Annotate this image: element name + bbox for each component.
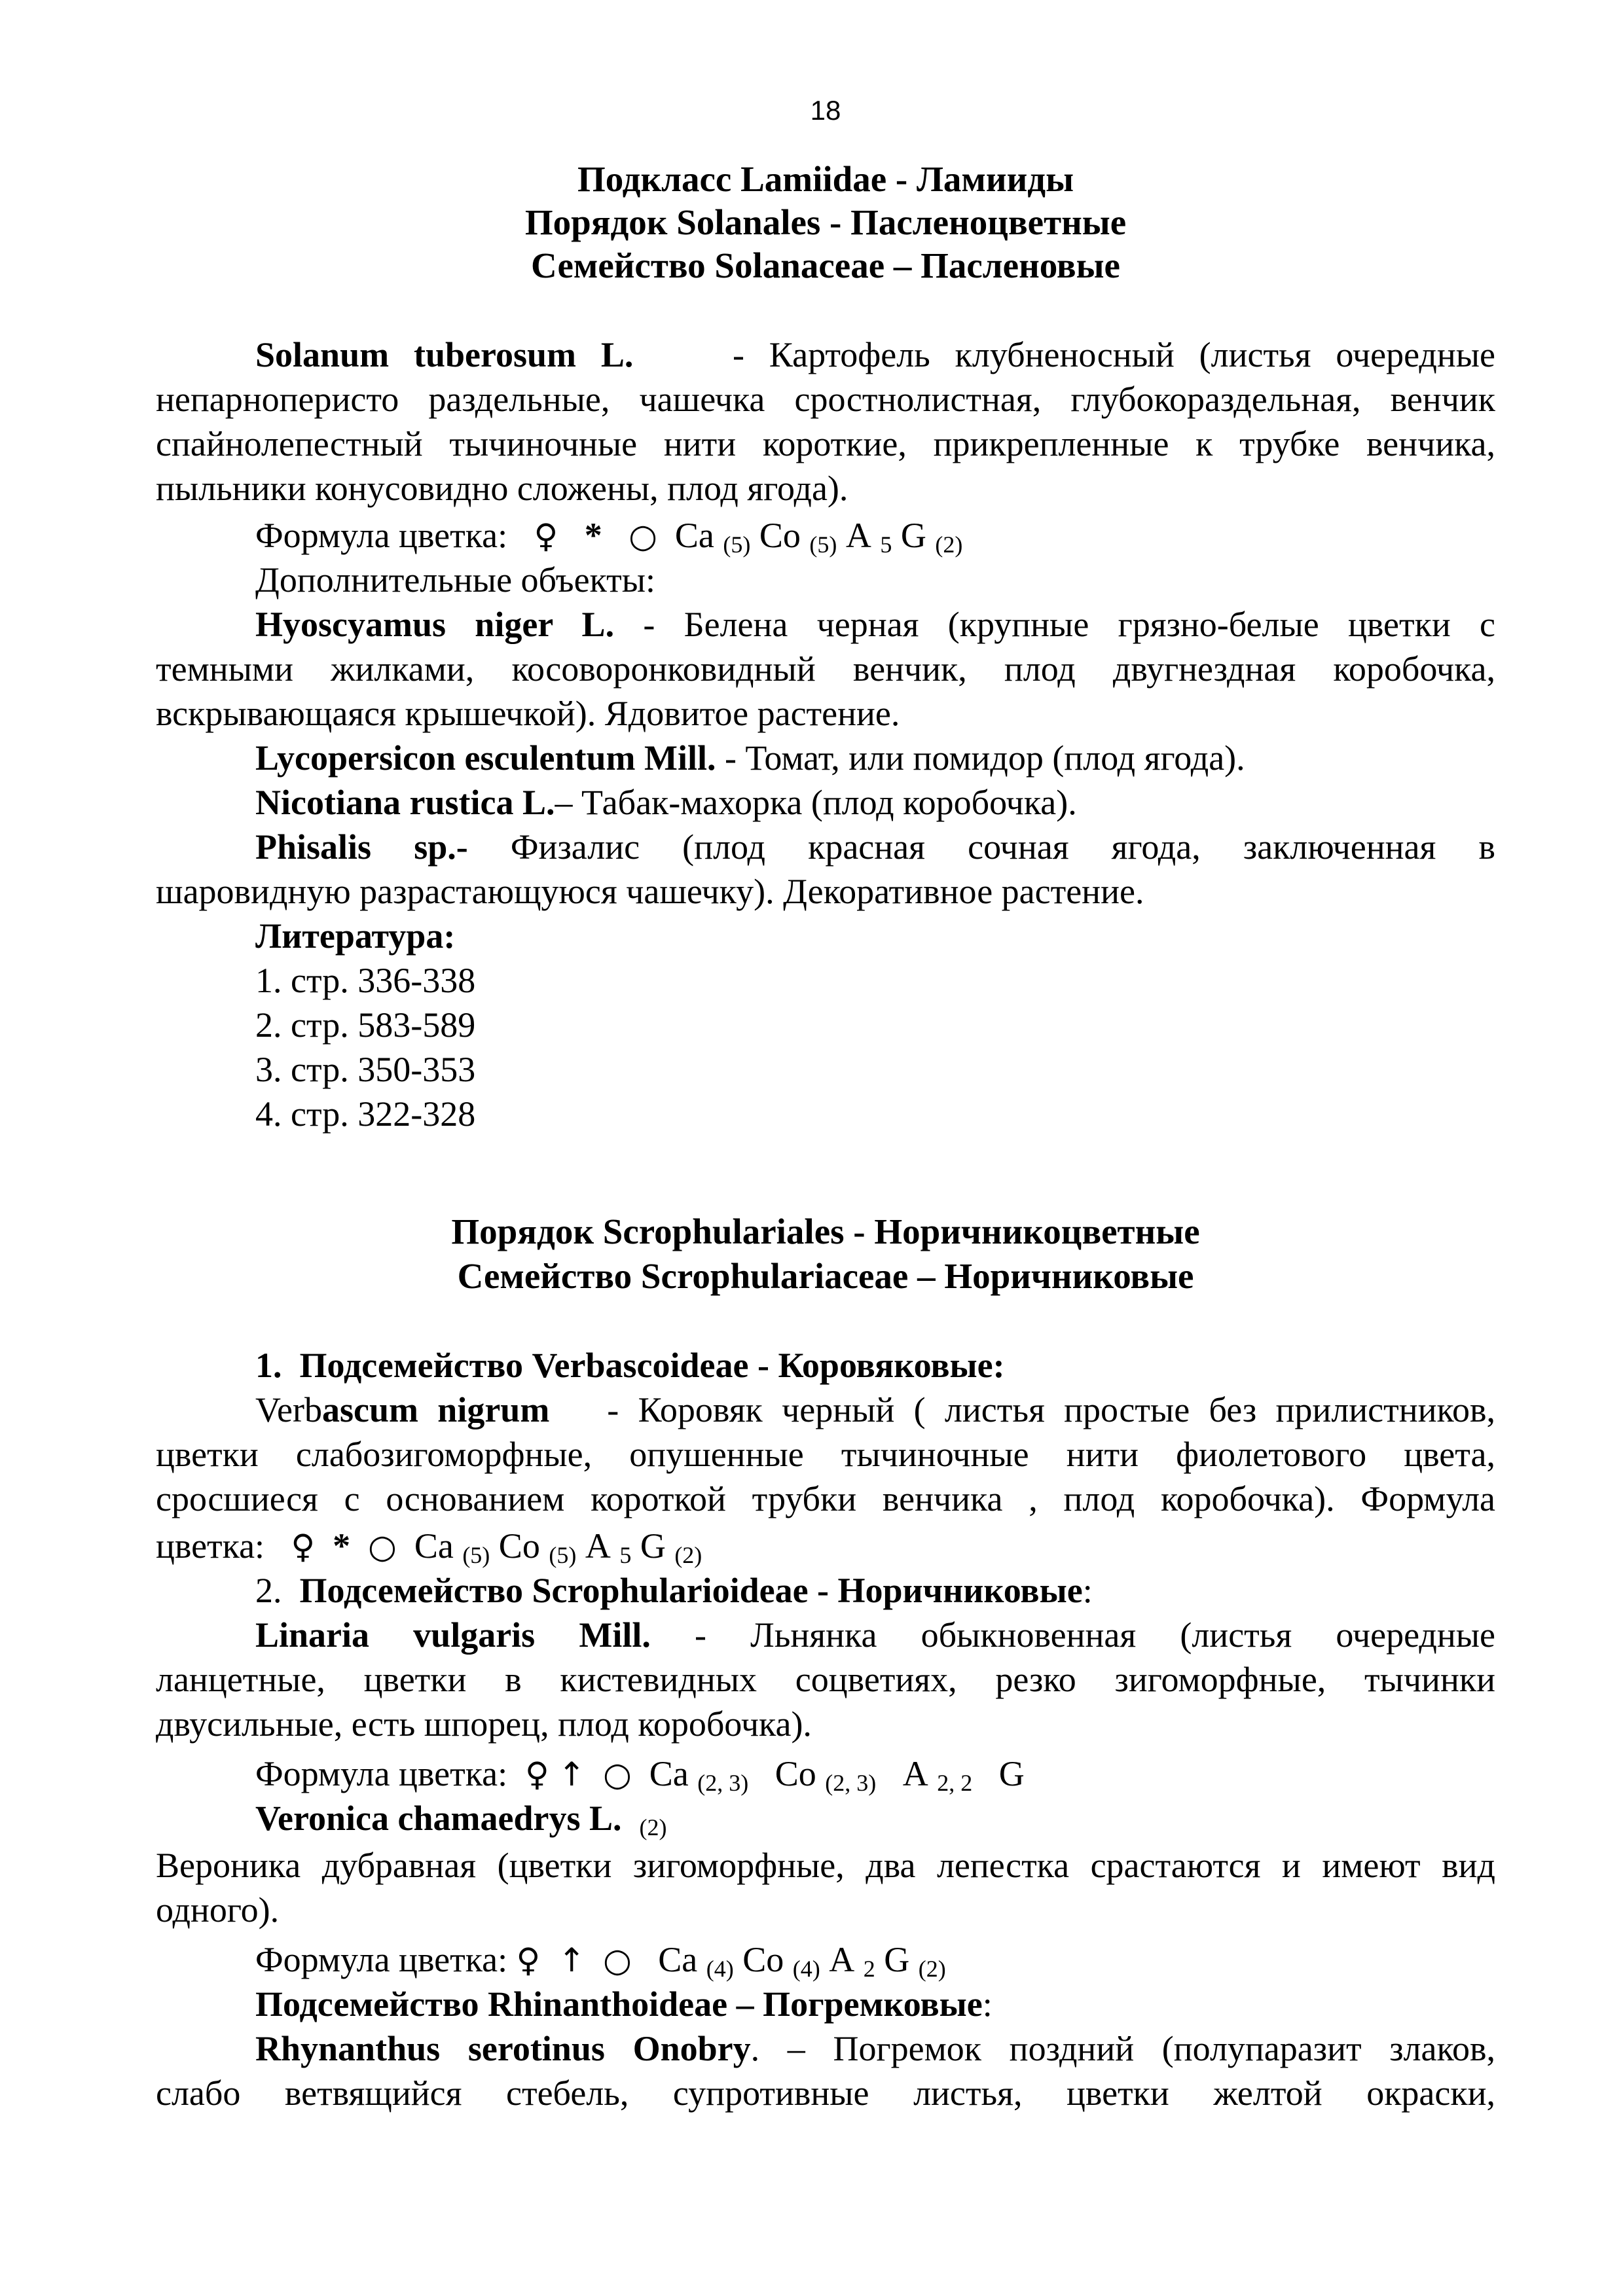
subfamily-1-number: 1. bbox=[255, 1346, 282, 1385]
document-page bbox=[156, 0, 1495, 2296]
linaria-name: Linaria vulgaris Mill. bbox=[255, 1615, 651, 1655]
formula-g-sub: (2) bbox=[674, 1542, 702, 1568]
formula-ca: Ca bbox=[658, 1940, 698, 1979]
actinomorphic-star-icon: * bbox=[584, 516, 602, 555]
formula-ca-sub: (2, 3) bbox=[697, 1770, 749, 1796]
actinomorphic-star-icon: * bbox=[333, 1526, 351, 1566]
zygomorphic-arrow-icon: ↑ bbox=[558, 1755, 586, 1793]
formula-g: G bbox=[900, 516, 926, 555]
formula-co-sub: (4) bbox=[792, 1956, 820, 1982]
subfamily-2-number: 2. bbox=[255, 1571, 282, 1610]
formula-a: A bbox=[829, 1940, 855, 1979]
formula-co: Co bbox=[498, 1526, 540, 1566]
formula-co: Co bbox=[775, 1754, 816, 1793]
solanum-name: Solanum tuberosum L. bbox=[255, 335, 634, 374]
circle-symbol-icon: ○ bbox=[603, 1755, 632, 1793]
subfamily-3-colon: : bbox=[982, 1984, 993, 2024]
phisalis-line-1 bbox=[255, 825, 1495, 869]
formula-label: Формула цветка: bbox=[255, 1754, 508, 1793]
literature-item-3: 3. стр. 350-353 bbox=[255, 1050, 476, 1089]
formula-ca-sub: (5) bbox=[723, 531, 751, 558]
subfamily-verbascoideae bbox=[255, 1343, 1005, 1388]
hyoscyamus-text-1: - Белена черная (крупные грязно-белые цветки с bbox=[643, 605, 1495, 644]
formula-label: Формула цветка: bbox=[255, 1940, 508, 1979]
verbascum-text-1: - Коровяк черный ( листья простые без прилистников, bbox=[607, 1390, 1495, 1429]
formula-a-sub: 2 bbox=[863, 1956, 875, 1982]
nicotiana-name: Nicotiana rustica L. bbox=[255, 783, 555, 822]
flower-formula-solanum bbox=[255, 513, 962, 558]
formula-a: A bbox=[902, 1754, 928, 1793]
formula-a: A bbox=[585, 1526, 611, 1566]
linaria-line-1 bbox=[255, 1613, 1495, 1657]
solanum-line-2: непарноперисто раздельные, чашечка сростнолистная, глубокораздельная, венчик bbox=[156, 380, 1495, 419]
rhynanthus-line-1 bbox=[255, 2026, 1495, 2071]
formula-label: Формула цветка: bbox=[255, 516, 508, 555]
subfamily-scrophularioideae bbox=[255, 1568, 1093, 1613]
literature-title-text: Литература: bbox=[255, 916, 456, 956]
female-symbol-icon: ♀ bbox=[291, 1528, 316, 1566]
verbascum-line-1 bbox=[255, 1388, 1495, 1432]
formula-a: A bbox=[845, 516, 871, 555]
hyoscyamus-line-2: темными жилками, косоворонковидный венчик, плод двугнездная коробочка, bbox=[156, 649, 1495, 689]
formula-ca: Ca bbox=[649, 1754, 689, 1793]
heading-order-solanales: Порядок Solanales - Пасленоцветные bbox=[524, 202, 1127, 242]
veronica-name-sub: (2) bbox=[639, 1814, 667, 1840]
formula-ca-sub: (4) bbox=[706, 1956, 734, 1982]
solanum-text-1: - Картофель клубненосный (листья очередные bbox=[732, 335, 1495, 374]
lycopersicon-line bbox=[255, 736, 1245, 780]
formula-co-sub: (5) bbox=[549, 1542, 577, 1568]
verbascum-name: ascum nigrum bbox=[321, 1390, 550, 1429]
nicotiana-text: – Табак-махорка (плод коробочка). bbox=[555, 783, 1077, 822]
phisalis-name: Phisalis sp.- bbox=[255, 827, 468, 867]
linaria-text-1: - Льнянка обыкновенная (листья очередные bbox=[695, 1615, 1495, 1655]
lycopersicon-name: Lycopersicon esculentum Mill. bbox=[255, 738, 716, 778]
heading-family-solanaceae: Семейство Solanaceae – Пасленовые bbox=[531, 245, 1120, 285]
literature-item-1: 1. стр. 336-338 bbox=[255, 961, 476, 1000]
formula-co-sub: (2, 3) bbox=[825, 1770, 877, 1796]
veronica-name-line bbox=[255, 1796, 666, 1840]
formula-g-sub: (2) bbox=[935, 531, 963, 558]
subfamily-1-title: Подсемейство Verbascoideae - Коровяковые: bbox=[299, 1346, 1005, 1385]
formula-ca: Ca bbox=[414, 1526, 454, 1566]
hyoscyamus-line-3: вскрывающаяся крышечкой). Ядовитое растение. bbox=[156, 694, 900, 733]
solanum-line-1 bbox=[255, 332, 1495, 377]
formula-g: G bbox=[998, 1754, 1025, 1793]
veronica-line-2: одного). bbox=[156, 1890, 280, 1929]
literature-item-2: 2. стр. 583-589 bbox=[255, 1005, 476, 1045]
rhynanthus-name: Rhynanthus serotinus Onobry bbox=[255, 2029, 751, 2068]
page-number: 18 bbox=[810, 95, 841, 126]
flower-formula-linaria bbox=[255, 1751, 1025, 1797]
circle-symbol-icon: ○ bbox=[603, 1941, 632, 1979]
circle-symbol-icon: ○ bbox=[629, 517, 657, 555]
formula-a-sub: 5 bbox=[619, 1542, 632, 1568]
formula-ca-sub: (5) bbox=[462, 1542, 490, 1568]
linaria-line-2: ланцетные, цветки в кистевидных соцветиях, резко зигоморфные, тычинки bbox=[156, 1660, 1495, 1699]
female-symbol-icon: ♀ bbox=[534, 517, 558, 555]
formula-ca: Ca bbox=[674, 516, 714, 555]
verbascum-line-2: цветки слабозигоморфные, опушенные тычиночные нити фиолетового цвета, bbox=[156, 1435, 1495, 1474]
zygomorphic-arrow-icon: ↑ bbox=[558, 1941, 586, 1979]
hyoscyamus-name: Hyoscyamus niger L. bbox=[255, 605, 615, 644]
subfamily-3-title: Подсемейство Rhinanthoideae – Погремковые bbox=[255, 1984, 983, 2024]
verbascum-line-3: сросшиеся с основанием короткой трубки венчика , плод коробочка). Формула bbox=[156, 1479, 1495, 1518]
formula-g-sub: (2) bbox=[918, 1956, 946, 1982]
solanum-line-3: спайнолепестный тычиночные нити короткие, прикрепленные к трубке венчика, bbox=[156, 424, 1495, 463]
veronica-line-1: Вероника дубравная (цветки зигоморфные, два лепестка срастаются и имеют вид bbox=[156, 1846, 1495, 1885]
heading-subclass: Подкласс Lamiidae - Ламииды bbox=[577, 159, 1074, 199]
formula-g: G bbox=[640, 1526, 666, 1566]
phisalis-line-2: шаровидную разрастающуюся чашечку). Декоративное растение. bbox=[156, 872, 1144, 911]
lycopersicon-text: - Томат, или помидор (плод ягода). bbox=[724, 738, 1245, 778]
verbascum-name-prefix: Verb bbox=[255, 1390, 322, 1429]
female-symbol-icon: ♀ bbox=[516, 1941, 541, 1979]
female-symbol-icon: ♀ bbox=[525, 1755, 549, 1793]
veronica-name: Veronica chamaedrys L. bbox=[255, 1799, 622, 1838]
flower-formula-verbascum bbox=[156, 1524, 702, 1569]
subfamily-2-title: Подсемейство Scrophularioideae - Норичниковые bbox=[299, 1571, 1083, 1610]
formula-a-sub: 5 bbox=[880, 531, 892, 558]
formula-co-sub: (5) bbox=[809, 531, 837, 558]
formula-a-sub: 2, 2 bbox=[937, 1770, 973, 1796]
flower-formula-veronica bbox=[255, 1937, 946, 1982]
formula-label: цветка: bbox=[156, 1526, 265, 1566]
rhynanthus-text-1: . – Погремок поздний (полупаразит злаков, bbox=[750, 2029, 1495, 2068]
rhynanthus-line-2: слабо ветвящийся стебель, супротивные листья, цветки желтой окраски, bbox=[156, 2073, 1495, 2113]
circle-symbol-icon: ○ bbox=[368, 1528, 397, 1566]
linaria-line-3: двусильные, есть шпорец, плод коробочка). bbox=[156, 1704, 812, 1744]
extra-objects-label: Дополнительные объекты: bbox=[255, 560, 655, 600]
nicotiana-line bbox=[255, 780, 1077, 825]
heading-order-scrophulariales: Порядок Scrophulariales - Норичникоцветные bbox=[451, 1211, 1200, 1251]
formula-g: G bbox=[884, 1940, 910, 1979]
solanum-line-4: пыльники конусовидно сложены, плод ягода). bbox=[156, 469, 848, 508]
formula-co: Co bbox=[759, 516, 801, 555]
phisalis-text-1: Физалис (плод красная сочная ягода, заключенная в bbox=[510, 827, 1495, 867]
literature-title bbox=[255, 914, 455, 958]
hyoscyamus-line-1 bbox=[255, 602, 1495, 647]
subfamily-2-colon: : bbox=[1082, 1571, 1093, 1610]
subfamily-rhinanthoideae bbox=[255, 1982, 993, 2026]
heading-family-scrophulariaceae: Семейство Scrophulariaceae – Норичниковые bbox=[457, 1256, 1194, 1296]
formula-co: Co bbox=[742, 1940, 784, 1979]
literature-item-4: 4. стр. 322-328 bbox=[255, 1094, 476, 1134]
